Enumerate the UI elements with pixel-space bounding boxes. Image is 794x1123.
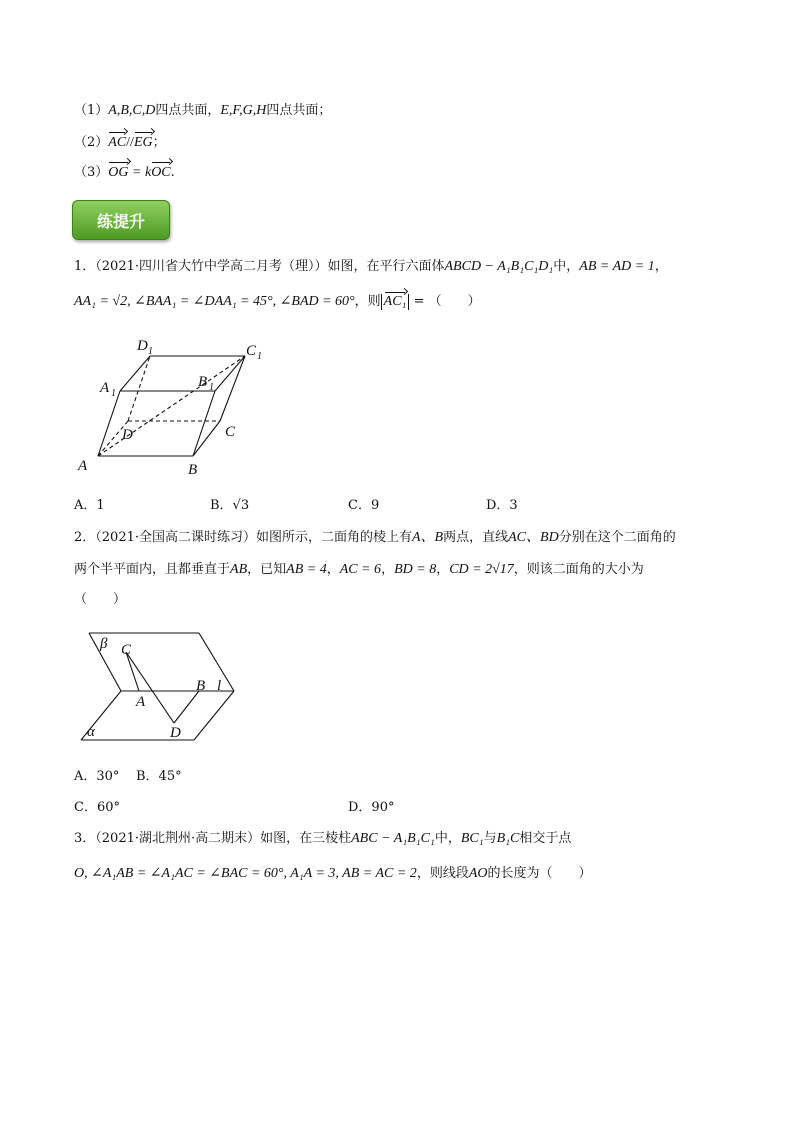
q1-option-b[interactable]: B．√3: [210, 498, 250, 513]
label-C: C: [121, 642, 132, 658]
q2-option-d[interactable]: D．90°: [348, 800, 395, 815]
q2-option-a[interactable]: A．30°: [74, 769, 120, 784]
q3-line-1: 3．（2021·湖北荆州·高二期末）如图，在三棱柱ABC − A₁B₁C₁中，BC₁与B₁C相交于点: [74, 831, 572, 846]
label-beta: β: [100, 636, 108, 652]
label-D: D: [122, 427, 133, 443]
q2-option-b[interactable]: B．45°: [136, 769, 182, 784]
label-A: A: [136, 694, 146, 710]
q2-line-2: 两个半平面内，且都垂直于AB，已知AB = 4，AC = 6，BD = 8，CD = 2√17，则该二面角的大小为: [74, 562, 644, 577]
q3-line-2: O, ∠A₁AB = ∠A₁AC = ∠BAC = 60°, A₁A = 3, AB = AC = 2，则线段AO的长度为（ ）: [74, 866, 592, 881]
label-D: D: [170, 725, 181, 741]
section-badge: 练提升: [72, 200, 170, 240]
label-B1: B: [198, 374, 208, 390]
label-A1: A: [100, 380, 110, 396]
label-D1: D: [137, 338, 148, 354]
svg-text:1: 1: [148, 346, 153, 357]
q1-option-a[interactable]: A．1: [74, 498, 105, 513]
q2-option-c[interactable]: C．60°: [74, 800, 120, 815]
q2-line-1: 2．（2021·全国高二课时练习）如图所示，二面角的棱上有A、B两点，直线AC、BD分别在这个二面角的: [74, 530, 676, 545]
header-item-3: （3）OG = kOC.: [74, 165, 175, 180]
q2-paren: （ ）: [74, 592, 127, 607]
header-item-2: （2）AC//EG；: [74, 135, 166, 150]
abs-value: AC₁: [381, 294, 410, 310]
q1-line-1: 1．（2021·四川省大竹中学高二月考（理））如图，在平行六面体ABCD − A₁B₁C₁D₁中，AB = AD = 1，: [74, 259, 668, 274]
svg-text:1: 1: [209, 382, 214, 393]
q1-line-2: AA₁ = √2, ∠BAA₁ = ∠DAA₁ = 45°, ∠BAD = 60°，则 AC₁ = （ ）: [74, 294, 481, 309]
q1-option-d[interactable]: D．3: [486, 498, 518, 513]
label-C1: C: [246, 343, 257, 359]
q1-option-c[interactable]: C．9: [348, 498, 380, 513]
dihedral-angle-figure: [74, 628, 254, 746]
parallelepiped-figure: [70, 336, 290, 481]
label-B: B: [196, 678, 206, 694]
label-l: l: [217, 678, 222, 694]
label-B: B: [188, 462, 198, 478]
svg-text:1: 1: [257, 351, 262, 362]
svg-text:1: 1: [111, 388, 116, 399]
label-alpha: α: [87, 724, 95, 740]
label-A: A: [78, 458, 88, 474]
label-C: C: [225, 424, 236, 440]
header-item-1: （1）A,B,C,D四点共面，E,F,G,H四点共面；: [74, 103, 332, 118]
